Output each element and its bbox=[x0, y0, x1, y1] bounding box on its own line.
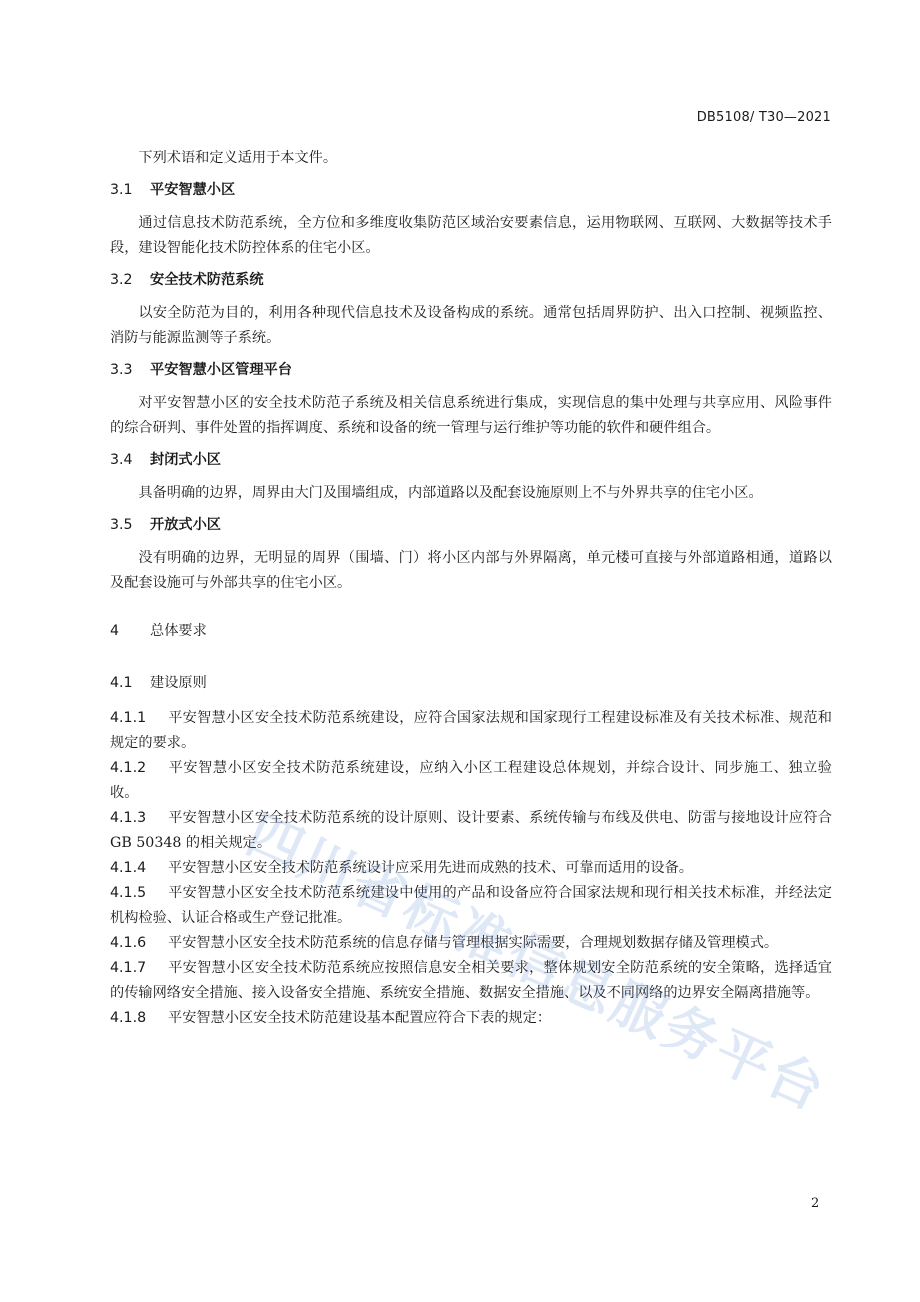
clause-number: 4.1.6 bbox=[110, 935, 147, 951]
term-title: 平安智慧小区 bbox=[150, 182, 236, 198]
clause-number: 4.1.2 bbox=[110, 760, 147, 776]
clause-text: 平安智慧小区安全技术防范系统应按照信息安全相关要求，整体规划安全防范系统的安全策略，选择适宜的传输网络安全措施、接入设备安全措施、系统安全措施、数据安全措施、以及不同网络的边界安全隔离措施等。 bbox=[110, 960, 832, 1001]
term-heading bbox=[110, 449, 832, 471]
term-title: 平安智慧小区管理平台 bbox=[150, 362, 292, 378]
clause-number: 4.1.5 bbox=[110, 885, 147, 901]
term-definition: 没有明确的边界，无明显的周界（围墙、门）将小区内部与外界隔离，单元楼可直接与外部道路相通，道路以及配套设施可与外部共享的住宅小区。 bbox=[110, 550, 832, 591]
term-number: 3.1 bbox=[110, 182, 133, 198]
clause-text: 平安智慧小区安全技术防范系统的信息存储与管理根据实际需要，合理规划数据存储及管理模式。 bbox=[168, 935, 779, 951]
term-heading bbox=[110, 269, 832, 291]
clause-item bbox=[110, 881, 832, 931]
intro-paragraph: 下列术语和定义适用于本文件。 bbox=[138, 150, 338, 166]
watermark-char: 准 bbox=[445, 898, 521, 978]
term-3-2 bbox=[110, 269, 832, 351]
section-number: 4.1 bbox=[110, 675, 133, 691]
term-3-3 bbox=[110, 359, 832, 441]
page-number: 2 bbox=[811, 1196, 820, 1211]
clause-item bbox=[110, 956, 832, 1006]
term-number: 3.3 bbox=[110, 362, 133, 378]
clause-item bbox=[110, 806, 832, 856]
watermark-char: 四 bbox=[237, 802, 313, 882]
watermark-char: 省 bbox=[341, 850, 417, 930]
section-title: 总体要求 bbox=[150, 623, 207, 639]
section-title: 建设原则 bbox=[150, 675, 207, 691]
section-number: 4 bbox=[110, 623, 120, 639]
watermark-char: 息 bbox=[549, 946, 625, 1026]
clause-item bbox=[110, 931, 832, 956]
clause-number: 4.1.7 bbox=[110, 960, 147, 976]
clause-item bbox=[110, 856, 832, 881]
section-heading-4-1 bbox=[110, 672, 832, 694]
watermark-char: 务 bbox=[653, 994, 729, 1074]
section-heading-4 bbox=[110, 620, 832, 642]
term-number: 3.4 bbox=[110, 452, 133, 468]
clause-text: 平安智慧小区安全技术防范系统设计应采用先进而成熟的技术、可靠而适用的设备。 bbox=[168, 860, 693, 876]
term-title: 开放式小区 bbox=[150, 517, 221, 533]
watermark-char: 平 bbox=[705, 1018, 781, 1098]
clause-list bbox=[110, 706, 832, 1031]
watermark-char: 台 bbox=[757, 1042, 833, 1122]
term-heading bbox=[110, 179, 832, 201]
document-code: DB5108/ T30—2021 bbox=[696, 110, 831, 125]
clause-number: 4.1.8 bbox=[110, 1010, 147, 1026]
term-definition: 以安全防范为目的，利用各种现代信息技术及设备构成的系统。通常包括周界防护、出入口控制、视频监控、消防与能源监测等子系统。 bbox=[110, 305, 832, 346]
clause-text: 平安智慧小区安全技术防范系统建设，应符合国家法规和国家现行工程建设标准及有关技术标准、规范和规定的要求。 bbox=[110, 710, 832, 751]
term-definition: 具备明确的边界，周界由大门及围墙组成，内部道路以及配套设施原则上不与外界共享的住宅小区。 bbox=[138, 485, 763, 501]
document-body bbox=[110, 146, 832, 1031]
term-3-4 bbox=[110, 449, 832, 506]
clause-item bbox=[110, 1006, 832, 1031]
term-3-1 bbox=[110, 179, 832, 261]
term-title: 安全技术防范系统 bbox=[150, 272, 264, 288]
clause-number: 4.1.3 bbox=[110, 810, 147, 826]
term-number: 3.2 bbox=[110, 272, 133, 288]
watermark-char: 信 bbox=[497, 922, 573, 1002]
watermark-char: 川 bbox=[289, 826, 365, 906]
clause-number: 4.1.4 bbox=[110, 860, 147, 876]
term-3-5 bbox=[110, 514, 832, 596]
watermark-char: 服 bbox=[601, 970, 677, 1050]
clause-text: 平安智慧小区安全技术防范系统建设中使用的产品和设备应符合国家法规和现行相关技术标准，并经法定机构检验、认证合格或生产登记批准。 bbox=[110, 885, 832, 926]
term-heading bbox=[110, 359, 832, 381]
term-title: 封闭式小区 bbox=[150, 452, 221, 468]
clause-text: 平安智慧小区安全技术防范建设基本配置应符合下表的规定： bbox=[168, 1010, 552, 1026]
term-definition: 通过信息技术防范系统，全方位和多维度收集防范区域治安要素信息，运用物联网、互联网、大数据等技术手段，建设智能化技术防控体系的住宅小区。 bbox=[110, 215, 832, 256]
clause-item bbox=[110, 706, 832, 756]
clause-text: 平安智慧小区安全技术防范系统的设计原则、设计要素、系统传输与布线及供电、防雷与接地设计应符合 GB 50348 的相关规定。 bbox=[110, 810, 832, 851]
clause-item bbox=[110, 756, 832, 806]
watermark-char: 标 bbox=[393, 874, 469, 954]
term-definition: 对平安智慧小区的安全技术防范子系统及相关信息系统进行集成，实现信息的集中处理与共享应用、风险事件的综合研判、事件处置的指挥调度、系统和设备的统一管理与运行维护等功能的软件和硬件组合。 bbox=[110, 395, 832, 436]
term-heading bbox=[110, 514, 832, 536]
clause-number: 4.1.1 bbox=[110, 710, 147, 726]
clause-text: 平安智慧小区安全技术防范系统建设，应纳入小区工程建设总体规划，并综合设计、同步施工、独立验收。 bbox=[110, 760, 832, 801]
term-number: 3.5 bbox=[110, 517, 133, 533]
